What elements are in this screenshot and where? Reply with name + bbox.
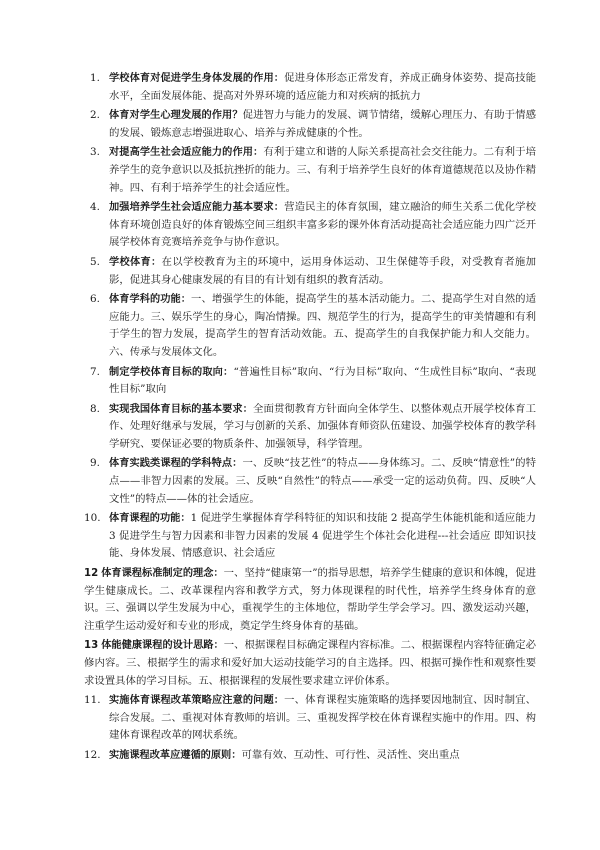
item-text: 有利于建立和谐的人际关系提高社会交往能力。二有利于培养学生的竞争意识以及抵抗挫折的能力。三、有利于培养学生良好的体育道德规范以及协作精神。四、有利于培养学生的社会适应性。	[109, 146, 537, 194]
list-item-11	[84, 692, 536, 745]
item-text: 1 促进学生掌握体育学科特征的知识和技能 2 提高学生体能机能和适应能力 3 促进学生与智力因素和非智力因素的发展 4 促进学生个体社会化进程---社会适应 即知识技能、身体发展、情感意识、社会适应	[109, 512, 537, 560]
list-item-8	[84, 401, 536, 454]
item-title: 实施体育课程改革策略应注意的问题：	[109, 695, 285, 707]
item-text: 一、增强学生的体能，提高学生的基本活动能力。二、提高学生对自然的适应能力。三、娱乐学生的身心，陶冶情操。四、规范学生的行为，提高学生的审美情趣和有利于学生的智力发展，提高学生的智育活动效能。五、提高学生的自我保护能力和人交能力。六、传承与发展体文化。	[109, 293, 537, 358]
item-number: 13	[84, 640, 99, 652]
item-text: 一、体育课程实施策略的选择要因地制宜、因时制宜、综合发展。二、重视对体育教师的培训。三、重视发挥学校在体育课程实施中的作用。四、构建体育课程改革的网状系统。	[109, 694, 537, 742]
list-item-5	[84, 254, 536, 289]
item-text: 可靠有效、互动性、可行性、灵活性、突出重点	[241, 748, 460, 761]
item-number: 5.	[90, 255, 100, 268]
list-item-2	[84, 107, 536, 142]
item-number: 8.	[90, 402, 100, 415]
item-number: 7.	[90, 365, 100, 378]
list-item-9	[84, 455, 536, 508]
item-title: 实现我国体育目标的基本要求：	[109, 403, 253, 415]
item-number: 11.	[84, 694, 101, 707]
list-item-12	[84, 747, 536, 765]
item-title: 加强培养学生社会适应能力基本要求：	[109, 202, 285, 214]
paragraph-12	[84, 565, 536, 635]
item-title: 体育课程标准制定的理念：	[101, 568, 224, 580]
item-number: 2.	[90, 109, 100, 122]
item-number: 3.	[90, 146, 100, 159]
item-number: 1.	[90, 72, 100, 84]
item-text: 一、反映“技艺性”的特点——身体练习。二、反映“情意性”的特点——非智力因素的发展。三、反映“自然性”的特点——承受一定的运动负荷。四、反映“人文性”的特点——体的社会适应。	[109, 457, 536, 505]
document-body	[84, 70, 536, 767]
item-number: 12.	[84, 748, 101, 761]
item-title: 学校体育对促进学生身体发展的作用：	[109, 73, 285, 84]
item-text: 全面贯彻教育方针面向全体学生、以整体观点开展学校体育工作、处理好继承与发展，学习与创新的关系、加强体育师资队伍建设、加强学校体育的教学科学研究、要保证必要的物质条件、加强领导，科学管理。	[109, 402, 537, 450]
item-text: “普遍性目标”取向、“行为目标”取向、“生成性目标”取向、“表现性目标”取向	[109, 365, 537, 396]
item-number: 10.	[84, 512, 101, 525]
item-number: 12	[84, 568, 99, 580]
item-title: 体育对学生心理发展的作用？	[109, 110, 243, 122]
paragraph-13	[84, 637, 536, 690]
item-text: 营造民主的体育氛围，建立融洽的师生关系二优化学校体育环境创造良好的体育锻炼空间三组织丰富多彩的课外体育活动提高社会适应能力四广泛开展学校体育竞赛培养竞争与协作意识。	[109, 201, 537, 249]
list-item-6	[84, 291, 536, 361]
item-title: 实施课程改革应遵循的原则：	[109, 749, 242, 761]
item-text: 促进身体形态正常发育，养成正确身体姿势、提高技能水平，全面发展体能、提高对外界环境的适应能力和对疾病的抵抗力	[109, 72, 537, 102]
item-number: 6.	[90, 293, 100, 306]
item-text: 一、坚持“健康第一”的指导思想，培养学生健康的意识和体魄，促进学生健康成长。二、改革课程内容和教学方式，努力体现课程的时代性，培养学生终身体育的意识。三、强调以学生发展为中心，重视学生的主体地位，帮助学生学会学习。四、激发运动兴趣，注重学生运动爱好和专业的形成，奠定学生终身体育的基础。	[84, 567, 536, 632]
item-title: 体育课程的功能：	[109, 513, 191, 525]
list-item-10	[84, 510, 536, 563]
item-number: 4.	[90, 201, 100, 214]
item-title: 体育学科的功能：	[109, 294, 192, 306]
item-title: 学校体育：	[109, 256, 162, 268]
item-text: 一、根据课程目标确定课程内容标准。二、根据课程内容特征确定必修内容。三、根据学生的需求和爱好加大运动技能学习的自主选择。四、根据可操作性和观察性要求设置具体的学习目标。五、根据课程的发展性要求建立评价体系。	[84, 639, 537, 687]
item-text: 在以学校教育为主的环境中，运用身体运动、卫生保健等手段，对受教育者施加影，促进其身心健康发展的有目的有计划有组织的教育活动。	[109, 255, 537, 286]
list-item-3	[84, 144, 536, 197]
list-item-7	[84, 364, 536, 399]
item-text: 促进智力与能力的发展、调节情绪，缓解心理压力、有助于情感的发展、锻炼意志增强进取心、培养与养成健康的个性。	[109, 109, 537, 139]
item-title: 体能健康课程的设计思路：	[101, 640, 224, 652]
item-title: 对提高学生社会适应能力的作用：	[109, 147, 264, 159]
item-title: 制定学校体育目标的取向：	[109, 366, 234, 378]
item-title: 体育实践类课程的学科特点：	[109, 458, 243, 470]
item-number: 9.	[90, 457, 100, 470]
list-item-1	[84, 70, 536, 105]
list-item-4	[84, 199, 536, 252]
